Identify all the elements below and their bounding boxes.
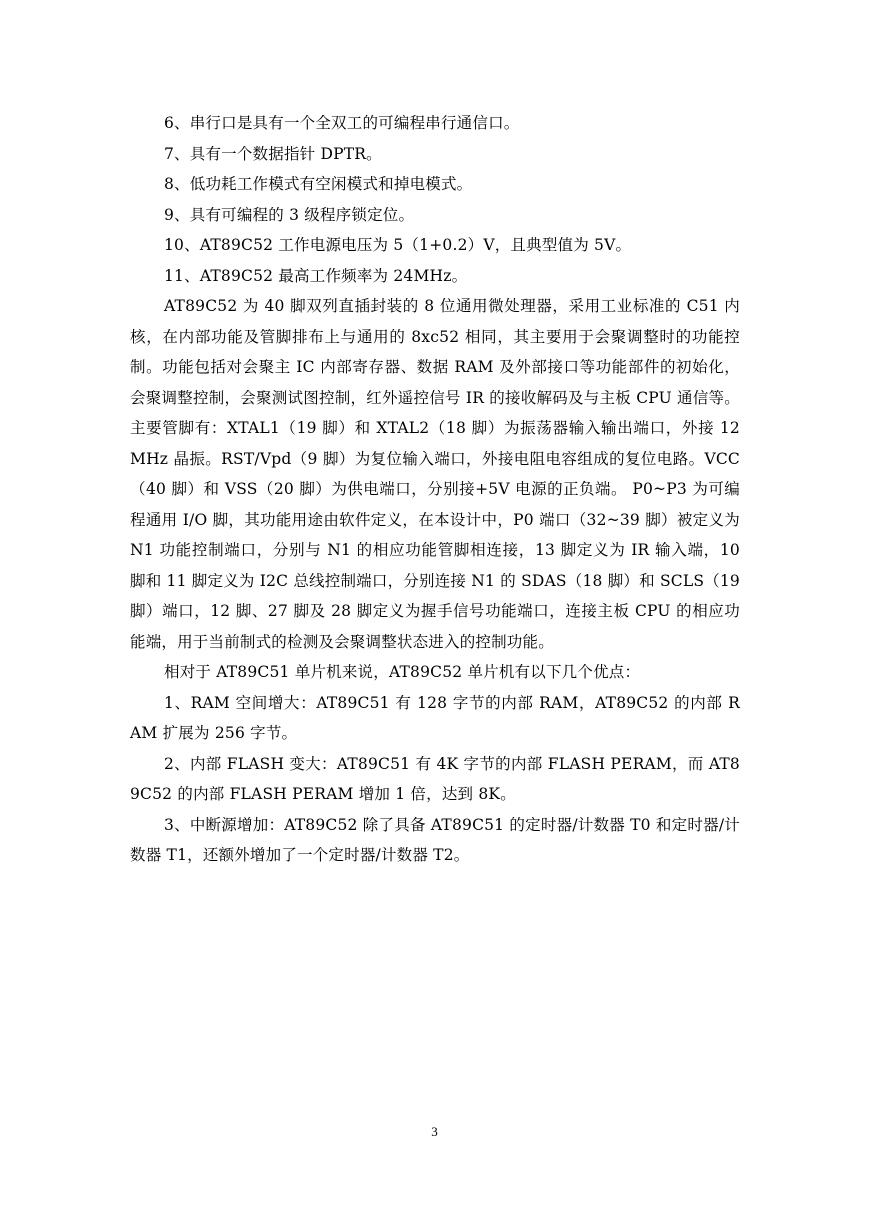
list-item-interrupt-increase: 3、中断源增加：AT89C52 除了具备 AT89C51 的定时器/计数器 T0 和定时器/计数器 T1，还额外增加了一个定时器/计数器 T2。 (130, 815, 740, 864)
list-item-serial-port: 6、串行口是具有一个全双工的可编程串行通信口。 (164, 114, 520, 132)
list-item-supply-voltage: 10、AT89C52 工作电源电压为 5（1+0.2）V，且典型值为 5V。 (164, 236, 632, 254)
list-item-max-frequency: 11、AT89C52 最高工作频率为 24MHz。 (164, 266, 468, 285)
list-item-ram-increase: 1、RAM 空间增大：AT89C51 有 128 字节的内部 RAM，AT89C52 的内部 RAM 扩展为 256 字节。 (130, 693, 740, 742)
list-item-flash-increase: 2、内部 FLASH 变大：AT89C51 有 4K 字节的内部 FLASH PERAM，而 AT89C52 的内部 FLASH PERAM 增加 1 倍，达到 8K。 (130, 754, 740, 803)
paragraph-advantages-intro: 相对于 AT89C51 单片机来说，AT89C52 单片机有以下几个优点： (164, 663, 641, 681)
page-number: 3 (431, 1124, 438, 1139)
list-item-data-pointer: 7、具有一个数据指针 DPTR。 (164, 144, 382, 163)
document-body (130, 108, 740, 871)
list-item-program-lock: 9、具有可编程的 3 级程序锁定位。 (164, 205, 415, 224)
list-item-low-power-mode: 8、低功耗工作模式有空闲模式和掉电模式。 (164, 175, 473, 193)
paragraph-at89c52-description: AT89C52 为 40 脚双列直插封装的 8 位通用微处理器，采用工业标准的 C51 内核，在内部功能及管脚排布上与通用的 8xc52 相同，其主要用于会聚调整时的功能控制。功能包括对会聚主 IC 内部寄存器、数据 RAM 及外部接口等功能部件的初始化，会聚调整控制，会聚测试图控制，红外遥控信号 IR 的接收解码及与主板 CPU 通信等。主要管脚有：XTAL1（19 脚）和 XTAL2（18 脚）为振荡器输入输出端口，外接 12MHz 晶振。RST/Vpd（9 脚）为复位输入端口，外接电阻电容组成的复位电路。VCC（40 脚）和 VSS（20 脚）为供电端口，分别接+5V 电源的正负端。 P0~P3 为可编程通用 I/O 脚，其功能用途由软件定义，在本设计中，P0 端口（32~39 脚）被定义为 N1 功能控制端口，分别与 N1 的相应功能管脚相连接，13 脚定义为 IR 输入端，10 脚和 11 脚定义为 I2C 总线控制端口，分别连接 N1 的 SDAS（18 脚）和 SCLS（19 脚）端口，12 脚、27 脚及 28 脚定义为握手信号功能端口，连接主板 CPU 的相应功能端，用于当前制式的检测及会聚调整状态进入的控制功能。 (130, 297, 740, 651)
